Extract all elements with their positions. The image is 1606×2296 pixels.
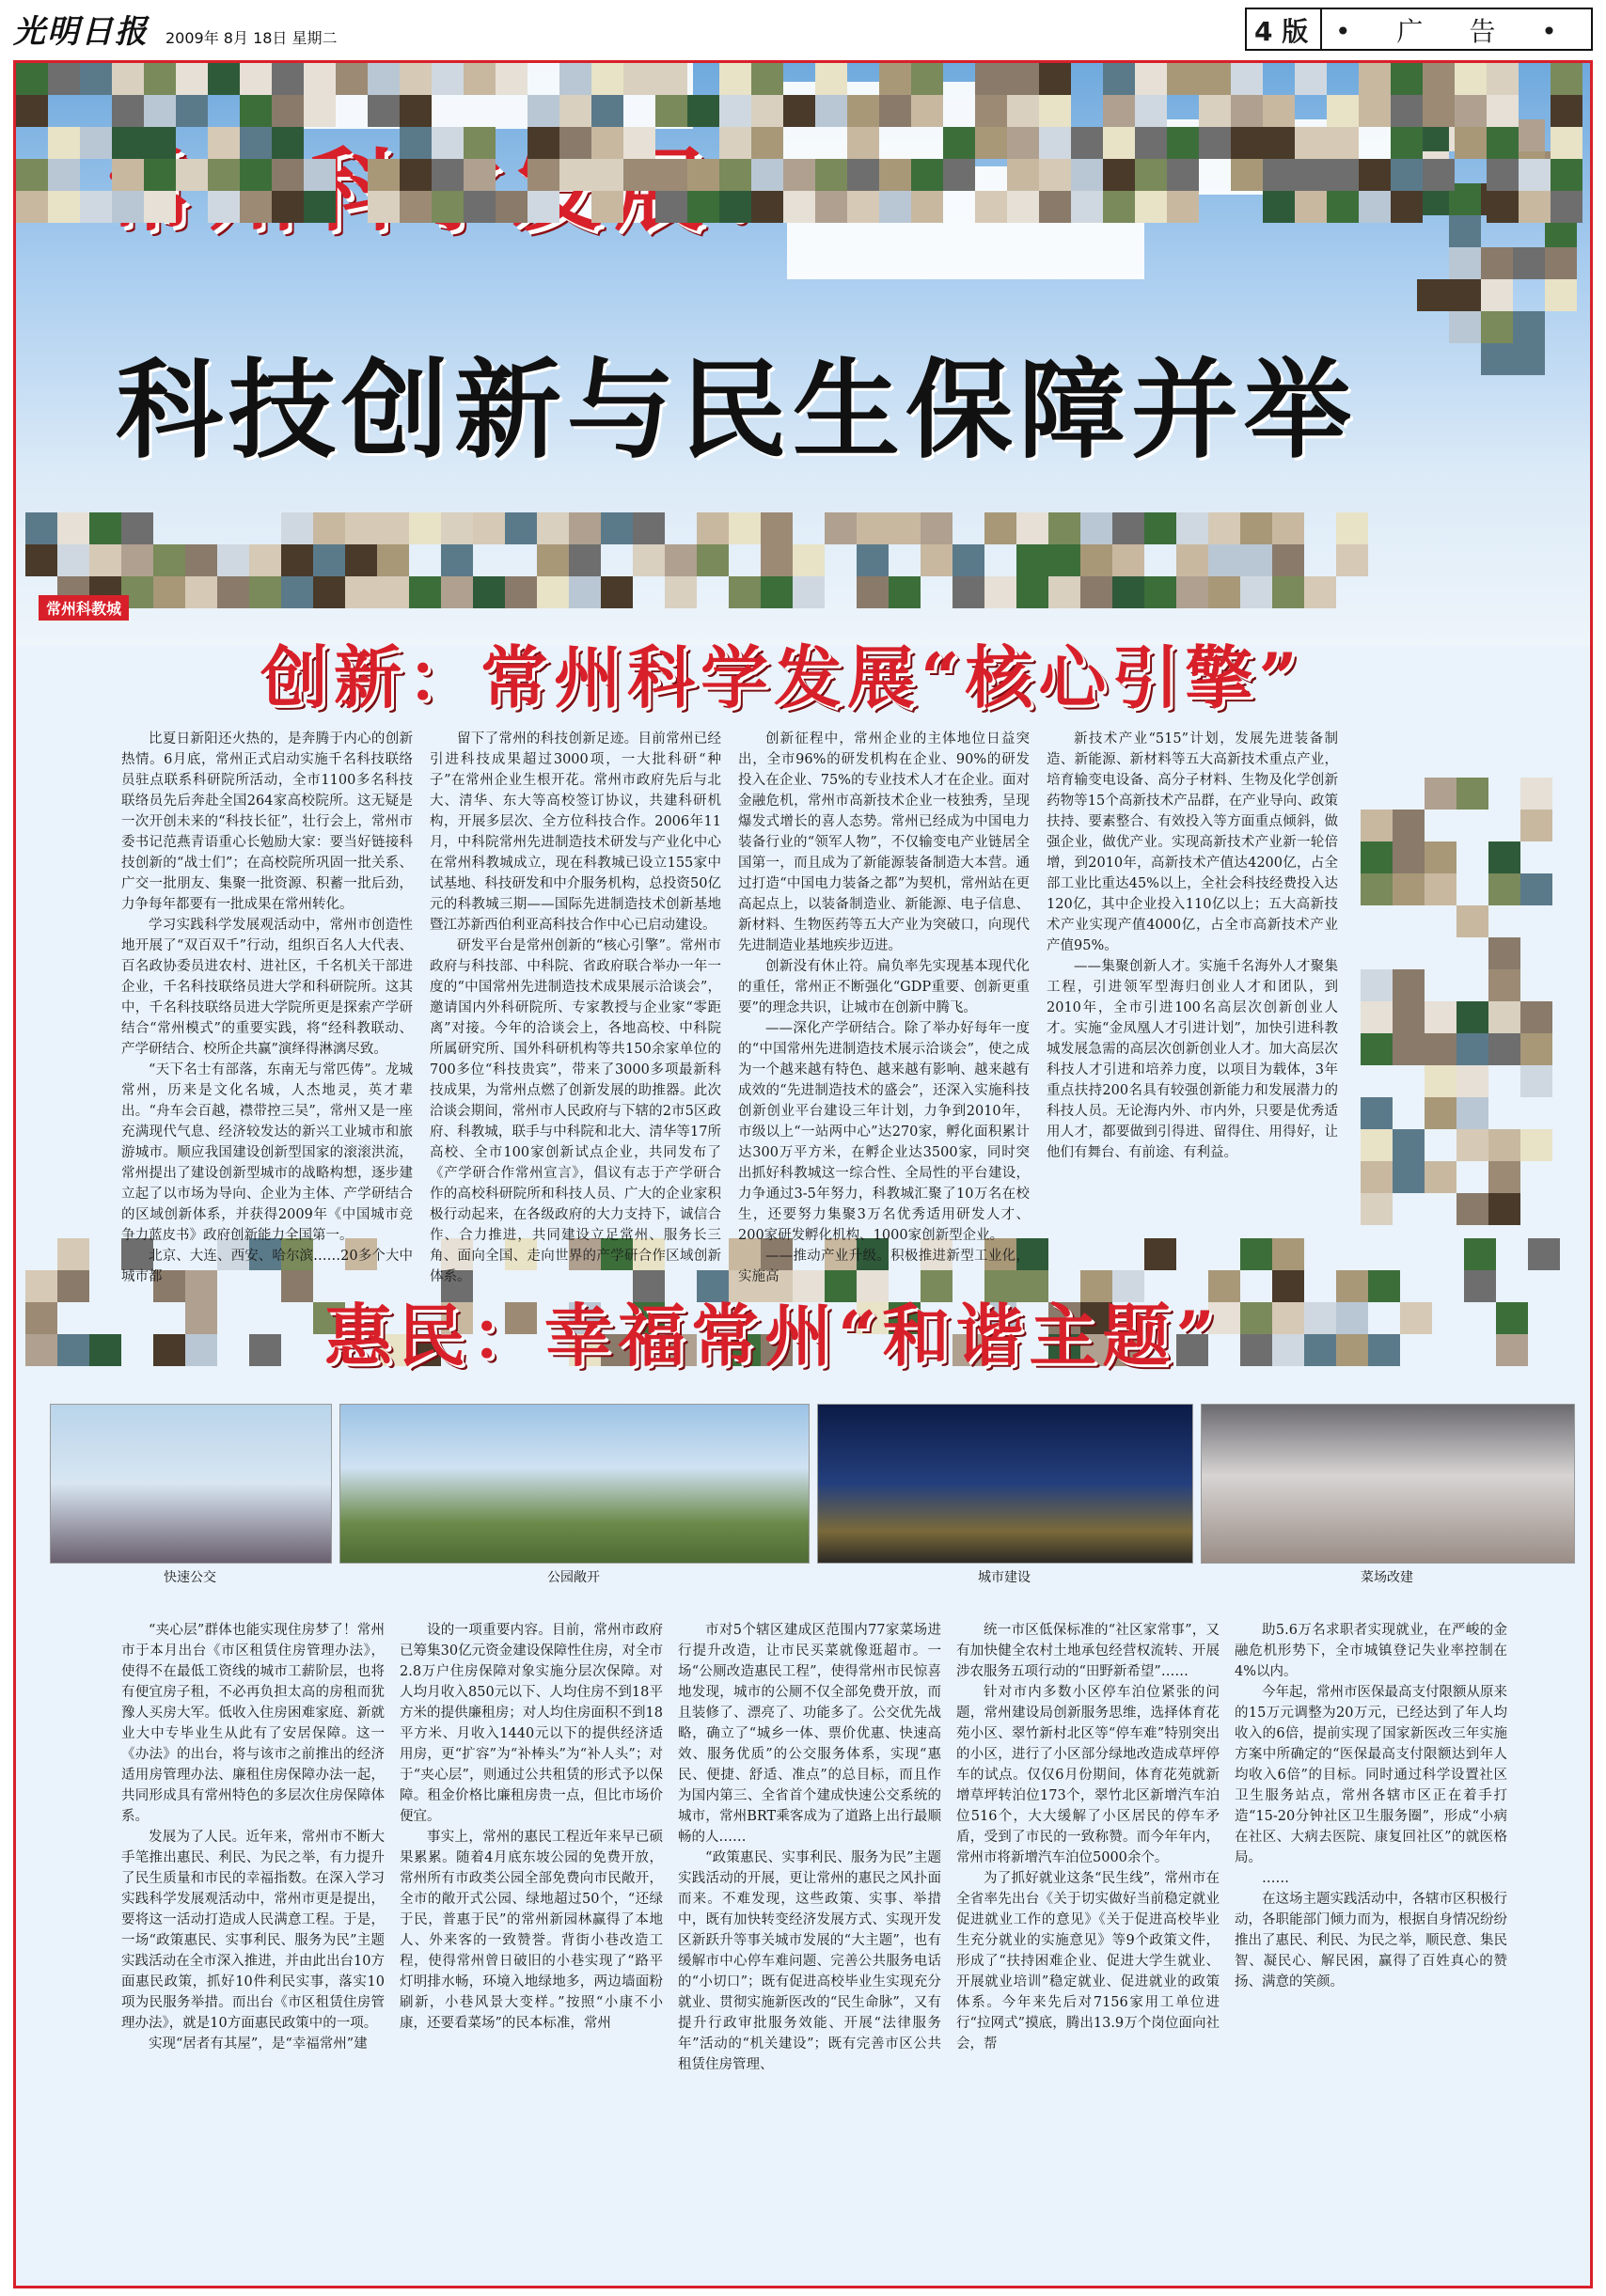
article-paragraph: 今年起，常州市医保最高支付限额从原来的15万元调整为20万元，已经达到了年人均收入的6倍，提前实现了国家新医改三年实施方案中所确定的“医保最高支付限额达到年人均收入6倍”的目标。同时通过科学设置社区卫生服务站点，常州各辖市区正在着手打造“15-20分钟社区卫生服务圈”，形成“小病在社区、大病去医院、康复回社区”的就医格局。 [1235,1685,1507,1865]
photo-caption-3: 城市建设 [978,1570,1031,1585]
article-paragraph: 留下了常州的科技创新足迹。目前常州已经引进科技成果超过3000项，一大批科研“种子”在常州企业生根开花。常州市政府先后与北大、清华、东大等高校签订协议，共建科研机构，开展多层次、全方位科技合作。2006年11月，中科院常州先进制造技术研发与产业化中心在常州科教城成立，现在科教城已设立155家中试基地、科技研发和中介服务机构，总投资50亿元的科教城三期——国际先进制造技术创新基地暨江苏新西伯利亚高科技合作中心已启动建设。 [430,731,721,933]
article-paragraph: 在这场主题实践活动中，各辖市区积极行动，各职能部门倾力而为，根据自身情况纷纷推出了惠民、利民、为民之举，顺民意、集民智、凝民心、解民困，赢得了百姓真心的赞扬、满意的笑颜。 [1235,1892,1507,1989]
photo-caption-4: 菜场改建 [1361,1570,1413,1585]
article-paragraph: 研发平台是常州创新的“核心引擎”。常州市政府与科技部、中科院、省政府联合举办一年一度的“中国常州先进制造技术成果展示洽谈会”，邀请国内外科研院所、专家教授与企业家“零距离”对接。今年的洽谈会上，各地高校、中科院所属研究所、国外科研机构等共150余家单位的700多位“科技贵宾”，带来了3000多项最新科技成果，为常州点燃了创新发展的助推器。此次洽谈会期间，常州市人民政府与下辖的2市5区政府、科教城，联手与中科院和北大、清华等17所高校、全市100家创新试点企业，共同发布了《产学研合作常州宣言》，倡议有志于产学研合作的高校科研院所和科技人员、广大的企业家积极行动起来，在各级政府的大力支持下，诚信合作、合力推进，共同建设立足常州、服务长三角、面向全国、走向世界的产学研合作区域创新体系。 [430,938,721,1284]
article-paragraph: 事实上，常州的惠民工程近年来早已硕果累累。随着4月底东坡公园的免费开放，常州所有市政类公园全部免费向市民敞开，全市的敞开式公园、绿地超过50个，“还绿于民，普惠于民”的常州新园林赢得了本地人、外来客的一致赞誉。背街小巷改造工程，使得常州曾日破旧的小巷实现了“路平灯明排水畅，环境入地绿地多，两边墙面粉刷新，小巷风景大变样。”按照“小康不小康，还要看菜场”的民本标准，常州 [400,1830,663,2031]
article-paragraph: “政策惠民、实事利民、服务为民”主题实践活动的开展，更让常州的惠民之风扑面而来。不难发现，这些政策、实事、举措中，既有加快转变经济发展方式、实现开发区新跃升等事关城市发展的“大主题”，也有缓解市中心停车难问题、完善公共服务电话的“小切口”；既有促进高校毕业生实现充分就业、贯彻实施新医改的“民生命脉”，又有提升行政审批服务效能、开展“法律服务年”活动的“机关建设”；既有完善市区公共租赁住房管理、 [678,1850,941,2072]
photo-caption-2: 公园敞开 [547,1570,600,1585]
article-paragraph: 针对市内多数小区停车泊位紧张的问题，常州建设局创新服务思维，选择体育花苑小区、翠竹新村北区等“停车难”特别突出的小区，进行了小区部分绿地改造成草坪停车的试点。仅仅6月份期间，体育花苑就新增草坪转泊位173个，翠竹北区新增汽车泊位516个，大大缓解了小区居民的停车矛盾，受到了市民的一致称赞。而今年年内，常州市将新增汽车泊位5000余个。 [956,1685,1220,1865]
article-paragraph: 设的一项重要内容。目前，常州市政府已筹集30亿元资金建设保障性住房，对全市2.8万户住房保障对象实施分层次保障。对人均月收入850元以下、人均住房不到18平方米的提供廉租房；对人均住房面积不到18平方米、月收入1440元以下的提供经济适用房，更“扩容”为“补棒头”为“补人头”；对于“夹心层”，则通过公共租赁的形式予以保障。租金价格比廉租房贵一点，但比市场价便宜。 [400,1623,663,1824]
section2-title: 惠民：幸福常州“和谐主题” [324,1296,1220,1376]
section1-column-2 [430,729,721,1312]
photo-credit: 常州科教城 [39,595,129,621]
section2-column-1 [121,1620,385,2147]
article-paragraph: 北京、大连、西安、哈尔滨……20多个大中城市都 [121,1249,413,1284]
article-paragraph: 助5.6万名求职者实现就业，在严峻的金融危机形势下，全市城镇登记失业率控制在4%以内。 [1235,1623,1507,1679]
article-paragraph: “夹心层”群体也能实现住房梦了！常州市于本月出台《市区租赁住房管理办法》，使得不在最低工资线的城市工薪阶层，也将有便宜房子租，不必再负担太高的房租而犹豫人买房大军。低收入住房困难家庭、新就业大中专毕业生从此有了安居保障。这一《办法》的出台，将与该市之前推出的经济适用房管理办法、廉租住房保障办法一起，共同形成具有常州特色的多层次住房保障体系。 [121,1623,385,1824]
article-paragraph: 统一市区低保标准的“社区家常事”，又有加快健全农村土地承包经营权流转、开展涉农服务五项行动的“田野新希望”…… [956,1623,1220,1679]
newspaper-logo: 光明日报 [13,13,149,51]
photo-caption-1: 快速公交 [164,1570,216,1585]
article-paragraph: 为了抓好就业这条“民生线”，常州市在全省率先出台《关于切实做好当前稳定就业促进就业工作的意见》《关于促进高校毕业生充分就业的实施意见》等9个政策文件，形成了“扶持困难企业、促进大学生就业、开展就业培训”稳定就业、促进就业的政策体系。今年来先后对7156家用工单位进行“拉网式”摸底，腾出13.9万个岗位面向社会，帮 [956,1871,1220,2052]
bottom-mosaic-band [16,63,1590,213]
section1-column-4 [1047,729,1338,1160]
article-paragraph: 发展为了人民。近年来，常州市不断大手笔推出惠民、利民、为民之举，有力提升了民生质量和市民的幸福指数。在深入学习实践科学发展观活动中，常州市更是提出，要将这一活动打造成人民满意工程。于是，一场“政策惠民、实事利民、服务为民”主题实践活动在全市深入推进，并由此出台10方面惠民政策，抓好10件利民实事，落实10项为民服务举措。而出台《市区租赁住房管理办法》，就是10方面惠民政策中的一项。 [121,1830,385,2031]
article-paragraph: …… [1262,1871,1289,1886]
advertorial-frame [13,60,1593,2288]
section1-column-3 [738,729,1030,1312]
article-paragraph: 实现“居者有其屋”，是“幸福常州”建 [149,2037,368,2052]
section2-column-5 [1235,1620,1507,2015]
section2-column-3 [678,1620,941,2147]
section1-title: 创新：常州科学发展“核心引擎” [260,637,1303,717]
article-paragraph: 学习实践科学发展观活动中，常州市创造性地开展了“双百双千”行动，组织百名人大代表、百名政协委员进农村、进社区，千名机关干部进企业，千名科技联络员进大学和科研院所。这其中，千名科技联络员进大学院所更是探索产学研结合“常州模式”的重要实践，将“经科教联动、产学研结合、校所企共赢”演绎得淋漓尽致。 [121,918,413,1057]
photo-bus-rapid-transit [50,1404,332,1564]
article-paragraph: ——集聚创新人才。实施千名海外人才聚集工程，引进领军型海归创业人才和团队，到2010年，全市引进100名高层次创新创业人才。实施“金凤凰人才引进计划”，加快引进科教城发展急需的高层次创新创业人才。加大高层次科技人才引进和培养力度，以项目为载体，3年重点扶持200名具有较强创新能力和发展潜力的科技人员。无论海内外、市内外，只要是优秀适用人才，都要做到引得进、留得住、用得好，让他们有舞台、有前途、有利益。 [1047,959,1338,1160]
photo-market-renovation [1201,1404,1575,1564]
photo-city-construction [817,1404,1193,1564]
article-paragraph: ——深化产学研结合。除了举办好每年一度的“中国常州先进制造技术展示洽谈会”，使之成为一个越来越有特色、越来越有影响、越来越有成效的“先进制造技术的盛会”，还深入实施科技创新创业平台建设三年计划，力争到2010年，市级以上“一站两中心”达270家，孵化面积累计达300万平方米，在孵企业达3500家，同时突出抓好科教城这一综合性、全局性的平台建设，力争通过3-5年努力，科教城汇聚了10万名在校生，还要努力集聚3万名优秀适用研发人才、200家研发孵化机构、1000家创新型企业。 [738,1021,1030,1243]
section2-column-4 [956,1620,1220,2147]
article-paragraph: 创新征程中，常州企业的主体地位日益突出，全市96%的研发机构在企业、90%的研发投入在企业、75%的专业技术人才在企业。面对金融危机，常州市高新技术企业一枝独秀，呈现爆发式增长的喜人态势。常州已经成为中国电力装备行业的“领军人物”，不仅输变电产业链居全国第一，而且成为了新能源装备制造大本营。通过打造“中国电力装备之都”为契机，常州站在更高起点上，以装备制造业、新能源、电子信息、新材料、生物医药等五大产业为突破口，向现代先进制造业基地疾步迈进。 [738,731,1030,953]
column-name: • 广 告 • [1335,16,1576,47]
issue-date: 2009年 8月 18日 星期二 [165,29,338,47]
masthead [0,0,1606,58]
article-paragraph: 新技术产业“515”计划，发展先进装备制造、新能源、新材料等五大高新技术重点产业，培育输变电设备、高分子材料、生物及化学创新药物等15个高新技术产品群，在产业导向、政策扶持、要素整合、有效投入等方面重点倾斜，做强企业，做优产业。实现高新技术产业新一轮倍增，到2010年，高新技术产值达4200亿，占全部工业比重达45%以上，全社会科技经费投入达120亿，其中企业投入110亿以上；五大高新技术产业实现产值4000亿，占全市高新技术产业产值95%。 [1047,731,1338,953]
section2-column-2 [400,1620,663,2147]
section1-column-1 [121,729,413,1312]
banner-headline: 科技创新与民生保障并举 [116,347,1358,473]
article-paragraph: 比夏日新阳还火热的，是奔腾于内心的创新热情。6月底，常州正式启动实施千名科技联络员驻点联系科研院所活动，全市1100多名科技联络员先后奔赴全国264家高校院所。这无疑是一次开创未来的“科技长征”，壮行会上，常州市委书记范燕青语重心长勉励大家：要当好链接科技创新的“战士们”；在高校院所巩固一批关系、广交一批朋友、集聚一批资源、积蓄一批后劲，力争每年都要有一批成果在常州转化。 [121,731,413,912]
article-paragraph: ——推动产业升级。积极推进新型工业化，实施高 [738,1249,1030,1284]
page-number: 4 版 [1254,16,1309,47]
article-paragraph: “天下名士有部落，东南无与常匹俦”。龙城常州，历来是文化名城，人杰地灵，英才辈出。“舟车会百越，襟带控三吴”，常州又是一座充满现代气息、经济较发达的新兴工业城市和旅游城市。顺应我国建设创新型国家的滚滚洪流，常州提出了建设创新型城市的战略构想，逐步建立起了以市场为导向、企业为主体、产学研结合的区域创新体系，并获得2009年《中国城市竞争力蓝皮书》政府创新能力全国第一。 [121,1062,413,1243]
page-info-divider [1320,9,1322,49]
article-paragraph: 创新没有休止符。扁负率先实现基本现代化的重任，常州正不断强化“GDP重要、创新更重要”的理念共识，让城市在创新中腾飞。 [738,959,1030,1015]
photo-open-park [339,1404,810,1564]
article-paragraph: 市对5个辖区建成区范围内77家菜场进行提升改造，让市民买菜就像逛超市。一场“公厕改造惠民工程”，使得常州市民惊喜地发现，城市的公厕不仅全部免费开放，而且装修了、漂亮了、功能多了。公交优先战略，确立了“城乡一体、票价优惠、快速高效、服务优质”的公交服务体系，实现“惠民、便捷、舒适、准点”的总目标，而且作为国内第三、全省首个建成快速公交系统的城市，常州BRT乘客成为了道路上出行最顺畅的人…… [678,1623,941,1845]
